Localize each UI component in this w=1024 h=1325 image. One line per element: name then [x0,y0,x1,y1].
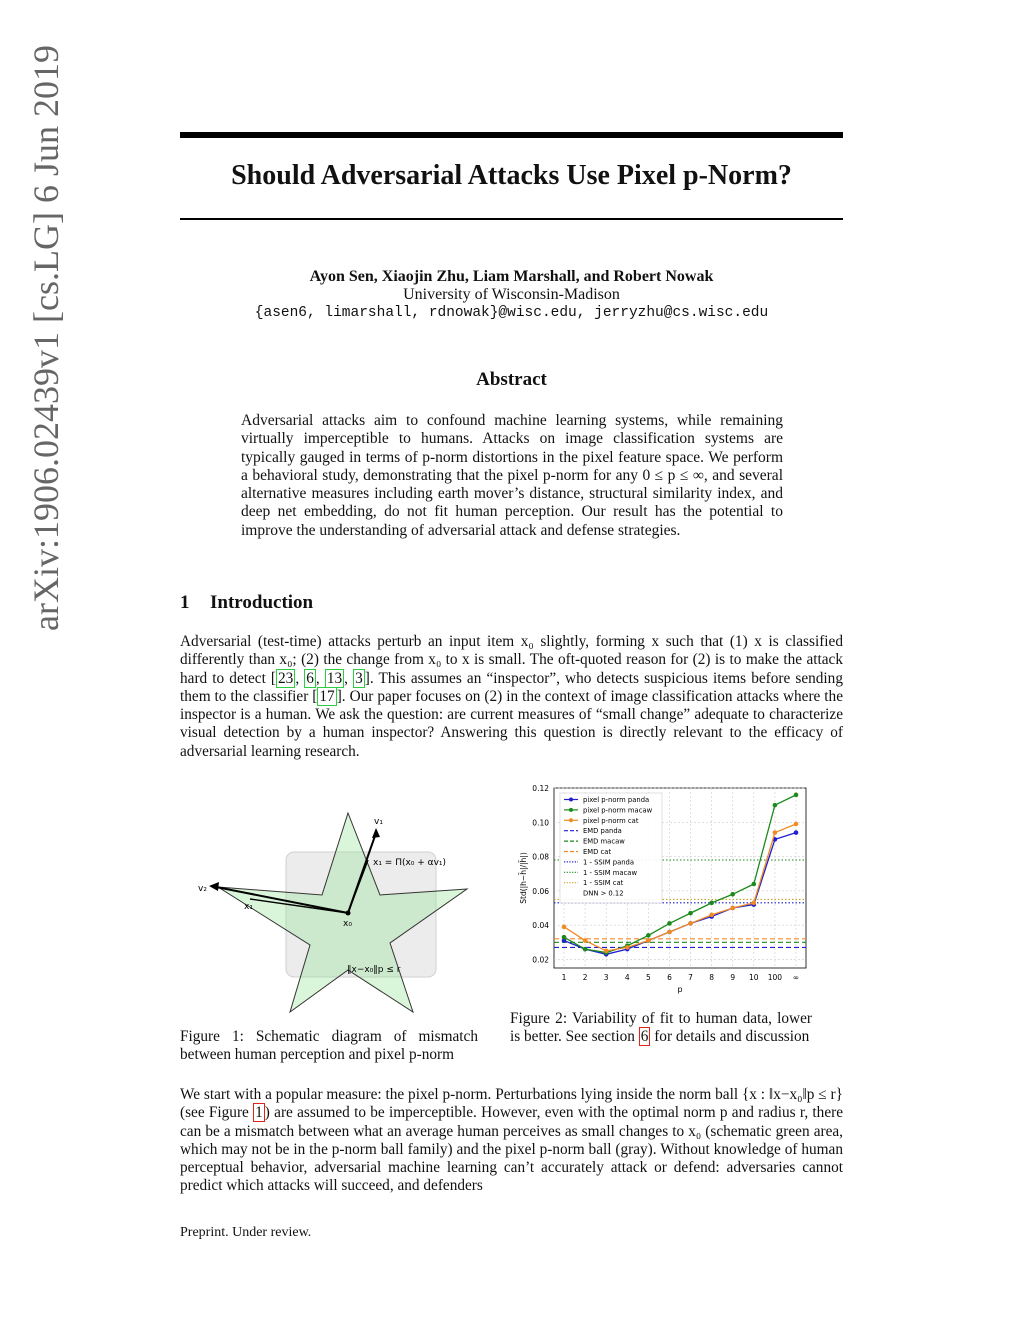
para2-text-rest: ) are assumed to be imperceptible. However, even with the optimal norm p and radius r, there can be a mismatch between what an average human perceives as small changes to x₀ (schematic green area, which may not be in the p-norm ball family) and the pixel p-norm ball (gray). Without knowledge of human perceptual behavior, adversarial machine learning can’t accurately attack or defend: adversaries cannot predict which attacks will succeed, and defenders [180,1104,843,1195]
legend-entry: EMD panda [583,827,622,836]
abstract-heading: Abstract [476,369,547,390]
y-axis-label: Std(|h−h̄|/|h̄|) [519,852,528,904]
author-block [180,268,843,322]
y-tick-label: 0.10 [532,818,549,828]
data-point [688,911,693,916]
data-point [646,933,651,938]
section-link[interactable]: 6 [640,1028,649,1046]
x-tick-label: 10 [749,973,759,982]
y-tick-label: 0.02 [532,955,549,965]
intro-text-1: Adversarial (test-time) attacks perturb an input item x₀ slightly, forming x such that (1) x is classified differently than x₀; (2) the change from x₀ to x is small. The oft-quoted reason for (2) is to make the attack hard to detect [ [180,633,843,687]
data-point [752,901,757,906]
para2-text: We start with a popular measure: the pixel p-norm. Perturbations lying inside the norm ball {x : ‖x−x₀‖p ≤ r} (see Figure [180,1086,843,1122]
data-point [688,921,693,926]
label-x0: x₀ [343,919,352,929]
figure-link[interactable]: 1 [255,1104,263,1122]
title-rule [180,218,843,220]
x-tick-label: 9 [730,973,736,982]
data-point [625,945,630,950]
emails: {asen6, limarshall, rdnowak}@wisc.edu, jerryzhu@cs.wisc.edu [254,305,769,321]
arrowhead-icon [209,882,219,891]
x-tick-label: 7 [688,973,693,982]
legend-marker [569,818,573,822]
figure2-caption-text: Figure 2: Variability of fit to human data, lower is better. See section [510,1010,812,1046]
data-point [583,938,588,943]
x-tick-label: 2 [582,973,588,982]
author-names: Ayon Sen, Xiaojin Zhu, Liam Marshall, and Robert Nowak [309,268,714,285]
y-tick-label: 0.04 [532,921,549,931]
x-tick-label: 8 [709,973,715,982]
data-point [562,925,567,930]
x-tick-label: ∞ [792,973,800,982]
data-point [709,901,714,906]
data-point [794,793,799,798]
data-point [646,938,651,943]
section-number: 1 [180,592,190,613]
x-tick-label: 3 [603,973,609,982]
citation-link[interactable]: 23 [278,669,294,687]
affiliation: University of Wisconsin-Madison [403,286,620,303]
x-tick-label: 100 [767,973,783,982]
legend-entry: EMD macaw [583,837,625,846]
section-title: Introduction [210,592,314,613]
data-point [562,935,567,940]
section-heading [180,592,313,614]
citation-link[interactable]: 6 [306,669,314,687]
x-tick-label: 1 [561,973,567,982]
citation-link[interactable]: 13 [326,669,343,687]
label-x1-expr: x₁ = Π(x₀ + αv₁) [373,858,447,868]
paper-title: Should Adversarial Attacks Use Pixel p-Norm? [231,160,792,191]
arxiv-stamp: arXiv:1906.02439v1 [cs.LG] 6 Jun 2019 [26,45,66,631]
legend-entry: pixel p-norm cat [583,816,639,825]
top-rule [180,132,843,138]
data-point [604,949,609,954]
legend-entry: pixel p-norm panda [583,796,650,804]
data-point [773,803,778,808]
legend-entry: 1 - SSIM macaw [583,868,638,877]
figure2-caption-tail: for details and discussion [650,1028,810,1046]
abstract-text: Adversarial attacks aim to confound machine learning systems, while remaining virtually imperceptible to humans. Attacks on image classification systems are typically gauged in terms of p-norm distortions in the pixel feature space. We perform a behavioral study, demonstrating that the pixel p-norm for any 0 ≤ p ≤ ∞, and several alternative measures including earth mover’s distance, structural similarity index, and deep net embedding, do not fit human perception. Our result has the potential to improve the understanding of adversarial attack and defense strategies. [241,412,783,539]
y-tick-label: 0.06 [532,886,549,896]
data-point [752,882,757,887]
data-point [773,830,778,835]
x-tick-label: 4 [624,973,630,982]
figure2-caption [510,1010,812,1047]
label-ball: ‖x−x₀‖p ≤ r [347,965,401,975]
figure2-chart [510,778,810,998]
footer-note: Preprint. Under review. [180,1225,312,1240]
citation-link[interactable]: 3 [355,669,363,687]
data-point [709,913,714,918]
legend-entry: EMD cat [583,848,612,856]
point-x0 [346,911,351,916]
body-paragraph [180,1086,843,1196]
arrowhead-icon [372,828,380,838]
label-v1: v₁ [374,817,383,827]
legend-entry: 1 - SSIM panda [583,858,635,867]
y-tick-label: 0.12 [532,784,549,793]
data-point [794,830,799,835]
label-x1: x₁ [244,902,253,912]
data-point [794,822,799,827]
x-tick-label: 6 [667,973,672,982]
legend-entry: DNN > 0.12 [583,889,624,898]
data-point [730,892,735,897]
citation-link[interactable]: 17 [319,687,335,705]
legend-marker [569,808,573,812]
intro-text-3: ]. Our paper focuses on (2) in the context of image classification attacks where the inspector is a human. We ask the question: are current measures of “small change” adequate to characterize visual detection by a human inspector? Answering this question is directly relevant to the efficacy of adversarial learning research. [180,687,843,760]
data-point [583,947,588,952]
x-tick-label: 5 [645,973,651,982]
legend-entry: pixel p-norm macaw [583,806,653,815]
figure1-diagram [180,800,480,1025]
intro-paragraph: Adversarial (test-time) attacks perturb an input item x₀ slightly, forming x such that (1) x is classified differently than x₀; (2) the change from x₀ to x is small. The oft-quoted reason for (2) is to make the attack hard to detect [ 23 , 6 , 13 , 3 ]. This assumes an “inspector”, who detects suspicious items before sending them to the classifier [ 17 ]. Our paper focuses on (2) in the context of image classification attacks where the inspector is a human. We ask the question: are current measures of “small change” adequate to characterize visual detection by a human inspector? Answering this question is directly relevant to the efficacy of adversarial learning research. [180,633,843,760]
data-point [667,930,672,935]
data-point [667,921,672,926]
label-v2: v₂ [198,884,207,894]
legend-entry: 1 - SSIM cat [583,879,624,888]
figure1-caption: Figure 1: Schematic diagram of mismatch between human perception and pixel p-norm [180,1028,478,1064]
x-axis-label: p [677,985,683,994]
legend-marker [569,798,573,802]
y-tick-label: 0.08 [532,852,549,862]
intro-text-2: ]. This assumes an “inspector”, who detects suspicious items before sending them to the classifier [ [180,669,843,705]
data-point [730,906,735,911]
